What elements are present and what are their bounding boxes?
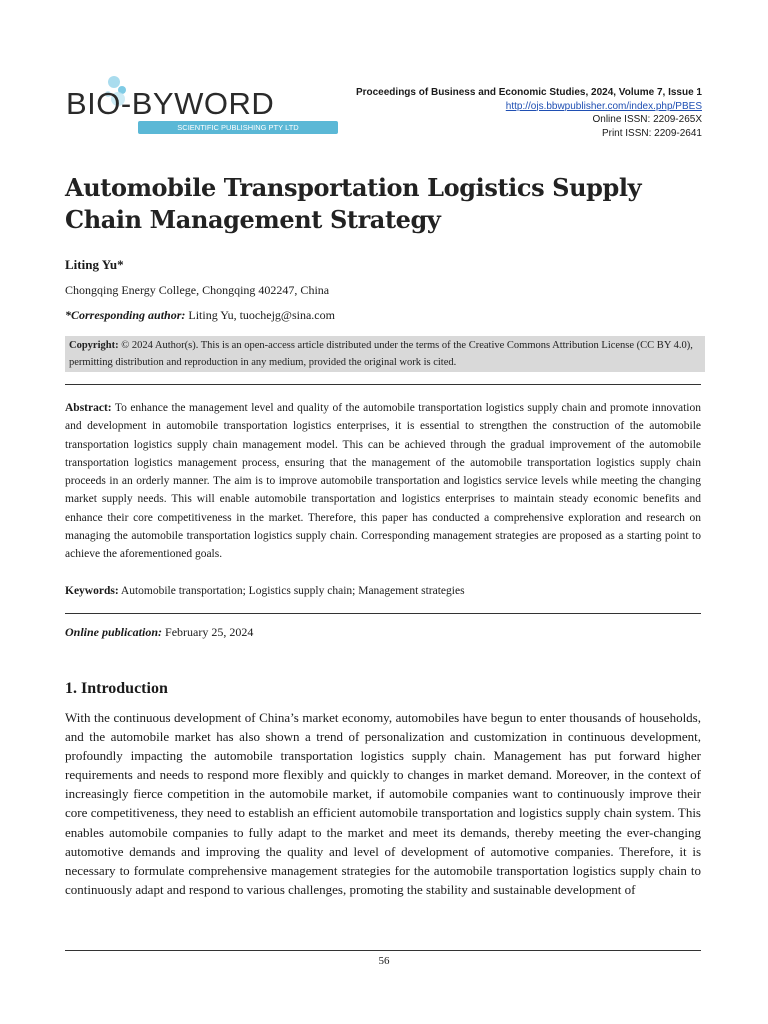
section-heading: 1. Introduction <box>65 680 168 697</box>
corresponding-value: Liting Yu, tuochejg@sina.com <box>185 308 335 322</box>
copyright-label: Copyright: <box>69 340 119 351</box>
abstract-text: To enhance the management level and quality of the automobile transportation logistics supply chain and promote innovation and development in automobile transportation logistics enterprises, it is essential to strengthen the construction of the automobile transportation logistics supply chain management model. This can be achieved through the gradual improvement of the automobile transportation logistics management process, ensuring that the management of the automobile transportation logistics supply chain proceeds in an orderly manner. The aim is to improve automobile transportation and logistics service levels while meeting the changing market supply needs. This will enable automobile transportation and logistics enterprises to maintain steady economic benefits and enhance their core competitiveness in the market. Therefore, this paper has conducted a comprehensive exploration and research on managing the automobile transportation logistics supply chain. Corresponding management strategies are proposed as a starting point to achieve the aforementioned goals. <box>65 402 701 561</box>
logo-wordmark: BIO-BYWORD <box>66 86 275 121</box>
abstract-label: Abstract: <box>65 402 112 414</box>
keywords-divider <box>65 613 701 614</box>
author-affiliation: Chongqing Energy College, Chongqing 402247, China <box>65 283 330 297</box>
journal-name: Proceedings of Business and Economic Studies, 2024, Volume 7, Issue 1 <box>355 87 702 98</box>
page-number: 56 <box>378 955 390 967</box>
online-issn: Online ISSN: 2209-265X <box>592 114 702 125</box>
publication-label: Online publication: <box>65 625 163 639</box>
logo-tagline: SCIENTIFIC PUBLISHING PTY LTD <box>138 121 338 134</box>
top-divider <box>65 384 701 385</box>
print-issn: Print ISSN: 2209-2641 <box>601 127 702 139</box>
author-name: Liting Yu* <box>65 257 124 272</box>
corresponding-label: *Corresponding author: <box>65 308 186 322</box>
abstract <box>65 399 701 564</box>
publisher-logo <box>64 70 299 136</box>
footer-divider <box>65 950 701 951</box>
article-title: Automobile Transportation Logistics Supply Chain Management Strategy <box>65 173 642 234</box>
keywords-label: Keywords: <box>65 585 119 597</box>
keywords-text: Automobile transportation; Logistics supply chain; Management strategies <box>118 585 465 597</box>
journal-url-link[interactable]: http://ojs.bbwpublisher.com/index.php/PBES <box>505 100 702 112</box>
keywords <box>65 585 465 597</box>
copyright-box <box>65 336 705 372</box>
online-publication <box>65 625 253 640</box>
copyright-text: © 2024 Author(s). This is an open-access article distributed under the terms of the Creative Commons Attribution License (CC BY 4.0), permitting distribution and reproduction in any medium, provided the original work is cited. <box>69 340 693 368</box>
introduction-paragraph: With the continuous development of China’s market economy, automobiles have begun to enter thousands of households, and the automobile market has also shown a trend of personalization and customization in continuous development, profoundly impacting the automobile transportation logistics supply chain. Management has put forward higher requirements and needs to respond more flexibly and quickly to changes in market demand. Moreover, in the context of increasingly fierce competition in the automobile market, if automobile companies want to continuously improve their core competitiveness, they need to establish an efficient automobile transportation and logistics supply chain system. This enables automobile companies to fully adapt to the market and meet its demands, thereby meeting the ever-changing automotive demands and improving the quality and level of development of automotive companies. Therefore, it is necessary to formulate comprehensive management strategies for the automobile transportation logistics supply chain to continuously adapt and respond to various challenges, promoting the stability and sustainable development of <box>65 710 701 897</box>
publication-date: February 25, 2024 <box>162 625 254 639</box>
journal-info <box>356 86 702 140</box>
corresponding-author <box>65 308 335 323</box>
